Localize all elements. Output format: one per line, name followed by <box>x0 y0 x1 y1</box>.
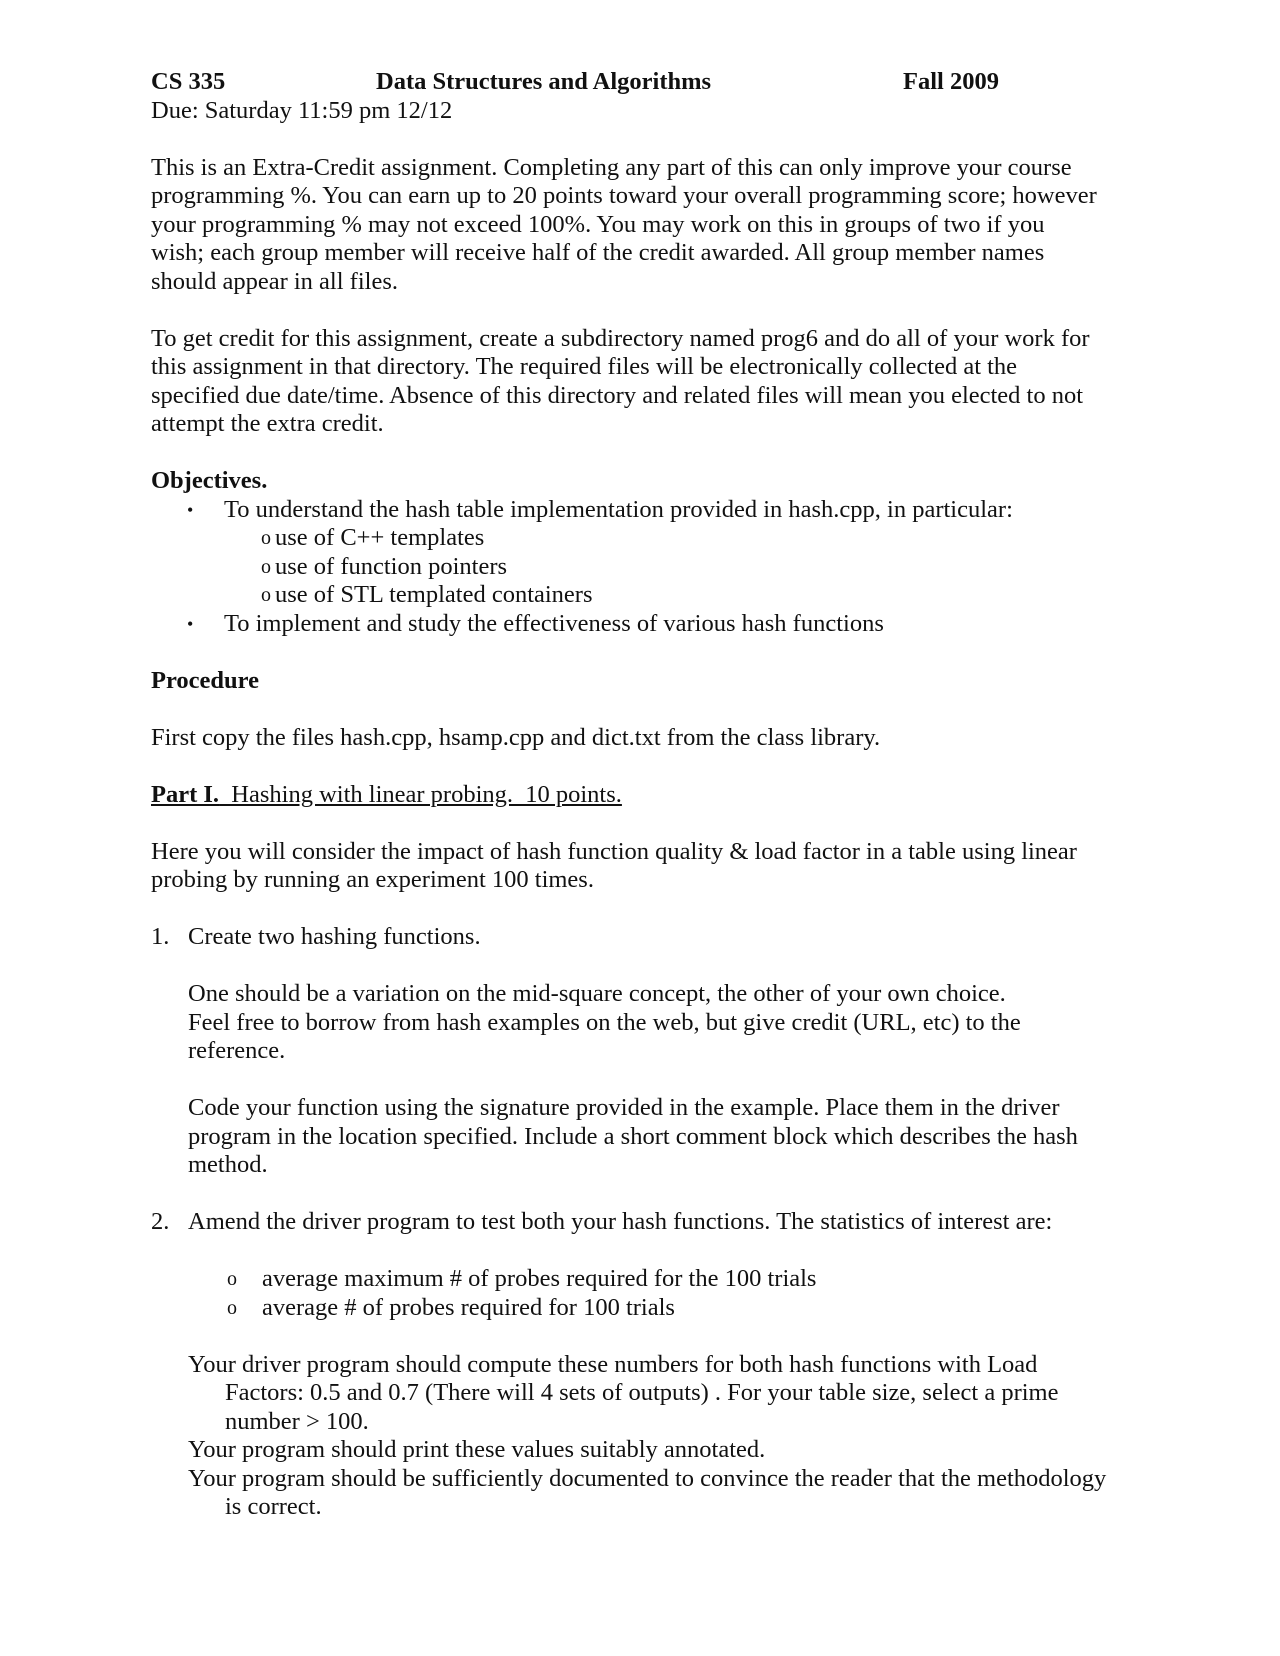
text-line: program in the location specified. Include a short comment block which describes the hash <box>188 1122 1078 1150</box>
list-item-text: To implement and study the effectiveness of various hash functions <box>224 609 884 637</box>
text-line: Code your function using the signature provided in the example. Place them in the driver <box>188 1094 1060 1121</box>
sublist-item <box>224 553 1151 582</box>
step-text: Create two hashing functions. <box>188 923 481 950</box>
driver-requirements-cont <box>151 1379 1151 1436</box>
text-line: Your program should be sufficiently documented to convince the reader that the methodology <box>188 1464 1107 1492</box>
due-date: Due: Saturday 11:59 pm 12/12 <box>151 96 453 124</box>
list-item <box>151 496 1151 610</box>
text-line: Your driver program should compute these numbers for both hash functions with Load <box>188 1350 1038 1378</box>
part1-intro <box>151 838 1151 895</box>
copy-instructions: First copy the files hash.cpp, hsamp.cpp and dict.txt from the class library. <box>151 723 881 751</box>
document-page <box>151 68 1151 1522</box>
text-line: probing by running an experiment 100 times. <box>151 866 594 893</box>
part1-title: Hashing with linear probing. 10 points. <box>219 780 622 808</box>
bullet-icon: • <box>187 613 194 634</box>
step-2 <box>151 1208 1151 1237</box>
text-line: Feel free to borrow from hash examples on the web, but give credit (URL, etc) to the <box>188 1008 1021 1036</box>
intro-paragraph-1 <box>151 154 1151 297</box>
text-line: Here you will consider the impact of hash function quality & load factor in a table using linear <box>151 837 1077 865</box>
documentation-requirement-cont <box>151 1493 1151 1522</box>
documentation-requirement <box>151 1465 1151 1494</box>
header-row <box>151 68 1151 97</box>
sublist-item <box>224 581 1151 610</box>
text-line: programming %. You can earn up to 20 points toward your overall programming score; however <box>151 182 1097 209</box>
objectives-sublist <box>224 524 1151 610</box>
circle-bullet-icon: o <box>227 1296 237 1319</box>
text-line: wish; each group member will receive half of the credit awarded. All group member names <box>151 239 1045 266</box>
text-line: this assignment in that directory. The required files will be electronically collected at the <box>151 353 1018 380</box>
list-item-text: To understand the hash table implementation provided in hash.cpp, in particular: <box>224 495 1013 523</box>
step-1 <box>151 923 1151 1180</box>
sublist-item-text: use of function pointers <box>275 552 508 580</box>
procedure-heading: Procedure <box>151 666 259 694</box>
sublist-item-text: use of STL templated containers <box>275 581 593 608</box>
course-title: Data Structures and Algorithms <box>376 68 712 95</box>
text-line: your programming % may not exceed 100%. You may work on this in groups of two if you <box>151 210 1045 238</box>
text-line: is correct. <box>225 1493 322 1520</box>
part1-label: Part I. <box>151 780 220 808</box>
part1-heading <box>151 781 1151 810</box>
list-item-text: average maximum # of probes required for the 100 trials <box>262 1265 817 1292</box>
text-line: reference. <box>188 1037 286 1064</box>
circle-bullet-icon: o <box>261 527 271 549</box>
text-line: should appear in all files. <box>151 267 398 295</box>
intro-paragraph-2 <box>151 325 1151 439</box>
statistics-list <box>151 1265 1151 1322</box>
sublist-item <box>224 524 1151 553</box>
driver-requirements <box>151 1351 1151 1380</box>
course-code: CS 335 <box>151 68 226 95</box>
step-text: Amend the driver program to test both your hash functions. The statistics of interest are: <box>188 1208 1053 1235</box>
list-item <box>151 610 1151 639</box>
list-item <box>151 1294 1151 1323</box>
bullet-icon: • <box>187 499 194 520</box>
objectives-list <box>151 496 1151 639</box>
text-line: Your program should print these values suitably annotated. <box>188 1436 766 1463</box>
print-requirement <box>151 1436 1151 1465</box>
course-term: Fall 2009 <box>903 68 999 95</box>
text-line: Factors: 0.5 and 0.7 (There will 4 sets of outputs) . For your table size, select a prime <box>225 1379 1059 1406</box>
text-line: attempt the extra credit. <box>151 410 384 437</box>
step-number: 2. <box>151 1208 170 1235</box>
circle-bullet-icon: o <box>227 1268 237 1290</box>
text-line: specified due date/time. Absence of this directory and related files will mean you elected to not <box>151 381 1084 409</box>
list-item <box>151 1265 1151 1294</box>
text-line: method. <box>188 1151 268 1178</box>
text-line: One should be a variation on the mid-square concept, the other of your own choice. <box>188 980 1006 1007</box>
sublist-item-text: use of C++ templates <box>275 524 485 551</box>
step-number: 1. <box>151 923 170 950</box>
circle-bullet-icon: o <box>261 584 271 606</box>
list-item-text: average # of probes required for 100 trials <box>262 1293 675 1321</box>
text-line: number > 100. <box>225 1407 369 1435</box>
text-line: To get credit for this assignment, create a subdirectory named prog6 and do all of your work for <box>151 324 1090 352</box>
objectives-heading: Objectives. <box>151 467 268 494</box>
circle-bullet-icon: o <box>261 555 271 578</box>
text-line: This is an Extra-Credit assignment. Completing any part of this can only improve your course <box>151 153 1072 181</box>
